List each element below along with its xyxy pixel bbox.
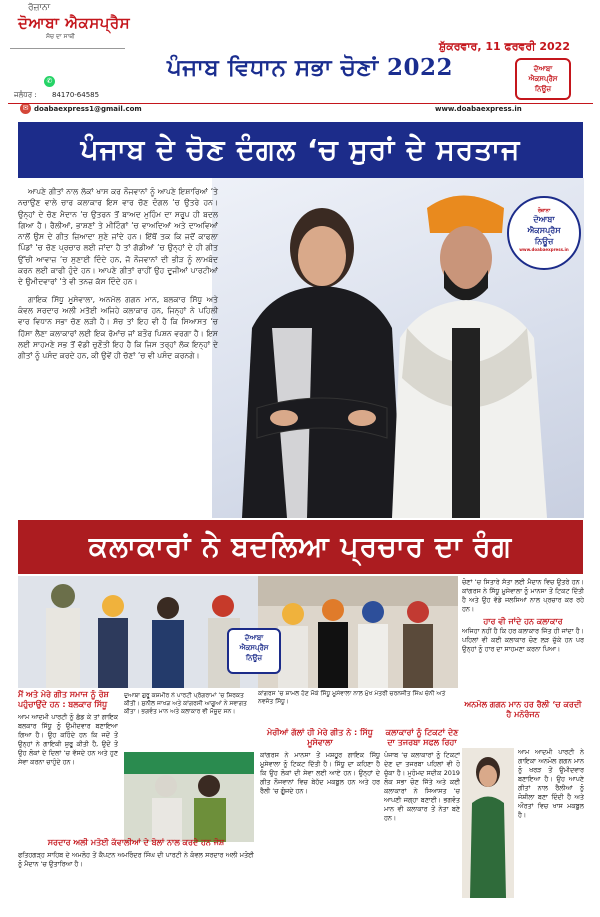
section-headline: ਕਲਾਕਾਰਾਂ ਨੇ ਬਦਲਿਆ ਪ੍ਰਚਾਰ ਦਾ ਰੰਗ (18, 520, 583, 574)
candidates-body: ਪੰਜਾਬ ‘ਚ ਕਲਾਕਾਰਾਂ ਨੂੰ ਟਿਕਟਾਂ ਦੇਣ ਦਾ ਤਜਰਬਾ ਪਹਿਲਾਂ ਵੀ ਹੋ ਚੁੱਕਾ ਹੈ। ਮੁਹੰਮਦ ਸਦੀਕ 2019 ਲੋਕ ਸਭਾ ਚੋਣ ਜਿੱਤੇ ਅਤੇ ਕਈ ਕਲਾਕਾਰਾਂ ਨੇ ਸਿਆਸਤ ‘ਚ ਆਪਣੀ ਜਗ੍ਹਾ ਬਣਾਈ। ਭਗਵੰਤ ਮਾਨ ਵੀ ਕਲਾਕਾਰ ਤੋਂ ਨੇਤਾ ਬਣੇ ਹਨ। (384, 751, 460, 822)
photo-caption-text: ਦੁਆਬਾ ਗੁਰੂ ਕਸ਼ਮੀਰ ਨੇ ਪਾਰਟੀ ਪ੍ਰੋਗਰਾਮਾਂ ‘ਚ ਸ਼ਿਰਕਤ ਕੀਤੀ। ਸੁਨੀਲ ਜਾਖੜ ਅਤੇ ਕਾਂਗਰਸੀ ਆਗੂਆਂ ਨੇ ਸਵਾਗਤ ਕੀਤਾ। ਭਗਵੰਤ ਮਾਨ ਅਤੇ ਕਲਾਕਾਰ ਵੀ ਮੌਜੂਦ ਸਨ। (124, 692, 247, 715)
email-icon: ✉ (20, 103, 31, 114)
divider (8, 103, 593, 104)
whatsapp-icon: ✆ (44, 76, 55, 87)
anmol-body: ਆਮ ਆਦਮੀ ਪਾਰਟੀ ਨੇ ਗਾਇਕਾ ਅਨਮੋਲ ਗਗਨ ਮਾਨ ਨੂੰ ਖਰੜ ਤੋਂ ਉਮੀਦਵਾਰ ਬਣਾਇਆ ਹੈ। ਉਹ ਆਪਣੇ ਗੀਤਾਂ ਨਾਲ ਰੈਲੀਆਂ ਨੂੰ ਜੋਸ਼ੀਲਾ ਬਣਾ ਦਿੰਦੀ ਹੈ ਅਤੇ ਔਰਤਾਂ ਵਿਚ ਖਾਸ ਮਕਬੂਲ ਹੈ। (518, 748, 584, 819)
balkar-photo (18, 576, 258, 688)
balkar-heading: ਮੈਂ ਅਤੇ ਮੇਰੇ ਗੀਤ ਸਮਾਜ ਨੂੰ ਰੋਸ਼ ਪਹੁੰਚਾਉਂਦੇ ਹਨ : ਬਲਕਾਰ ਸਿੱਧੂ (18, 690, 109, 709)
anmol-photo (462, 748, 514, 898)
kanwal-body: ਫਤਿਹਗੜ੍ਹ ਸਾਹਿਬ ਦੇ ਅਮਲੋਹ ਤੋਂ ਕੈਪਟਨ ਅਮਰਿੰਦਰ ਸਿੰਘ ਦੀ ਪਾਰਟੀ ਨੇ ਕੰਵਲ ਸਰਦਾਰ ਅਲੀ ਮਤੋਈ ਨੂੰ ਮੈਦਾਨ ‘ਚ ਉਤਾਰਿਆ ਹੈ। (18, 851, 254, 868)
paper-kicker: ਰੋਜ਼ਾਨਾ (28, 3, 51, 13)
right-column (462, 578, 584, 698)
divider (10, 48, 125, 49)
sidhu-caption-text: ਕਾਂਗਰਸ ‘ਚ ਸ਼ਾਮਲ ਹੋਣ ਮੌਕੇ ਸਿੱਧੂ ਮੂਸੇਵਾਲਾ ਨਾਲ ਮੁੱਖ ਮੰਤਰੀ ਚਰਨਜੀਤ ਸਿੰਘ ਚੰਨੀ ਅਤੇ ਨਵਜੋਤ ਸਿੱਧੂ। (258, 690, 446, 705)
candidates-story (384, 728, 460, 898)
photo-logo-line3: ਨਿਊਜ਼ (534, 237, 554, 246)
balkar-body: ਆਮ ਆਦਮੀ ਪਾਰਟੀ ਨੂੰ ਛੱਡ ਕੇ ਤਾਂ ਗਾਇਕ ਬਲਕਾਰ ਸਿੱਧੂ ਨੂੰ ਉਮੀਦਵਾਰ ਬਣਾਇਆ ਗਿਆ ਹੈ। ਉਹ ਕਹਿੰਦੇ ਹਨ ਕਿ ਜਦੋਂ ਤੋਂ ਉਨ੍ਹਾਂ ਨੇ ਗਾਇਕੀ ਸ਼ੁਰੂ ਕੀਤੀ ਹੈ, ਉਦੋਂ ਤੋਂ ਉਹ ਲੋਕਾਂ ਦੇ ਦਿਲਾਂ ‘ਚ ਵੱਸਦੇ ਹਨ ਅਤੇ ਹੁਣ ਸੇਵਾ ਕਰਨਾ ਚਾਹੁੰਦੇ ਹਨ। (18, 713, 118, 766)
phone-label: ਜਲੰਧਰ : (14, 91, 37, 99)
photo-caption (124, 692, 252, 752)
lead-photo (212, 178, 584, 518)
paper-logo: ਦੋਆਬਾ ਐਕਸਪ੍ਰੈਸ (18, 14, 131, 32)
email-address[interactable]: doabaexpress1@gmail.com (34, 105, 142, 113)
right-intro: ਚੋਣਾਂ ‘ਚ ਸਿਤਾਰੇ ਸੱਤਾ ਲਈ ਮੈਦਾਨ ਵਿਚ ਉਤਰੇ ਹਨ। ਕਾਂਗਰਸ ਨੇ ਸਿੱਧੂ ਮੂਸੇਵਾਲਾ ਨੂੰ ਮਾਨਸਾ ਤੋਂ ਟਿਕਟ ਦਿੱਤੀ ਹੈ ਅਤੇ ਉਹ ਵੱਡੇ ਜਲਸਿਆਂ ਨਾਲ ਪ੍ਰਚਾਰ ਕਰ ਰਹੇ ਹਨ। (462, 578, 584, 613)
sidhu-body: ਕਾਂਗਰਸ ਨੇ ਮਾਨਸਾ ਤੋਂ ਮਸ਼ਹੂਰ ਗਾਇਕ ਸਿੱਧੂ ਮੂਸੇਵਾਲਾ ਨੂੰ ਟਿਕਟ ਦਿੱਤੀ ਹੈ। ਸਿੱਧੂ ਦਾ ਕਹਿਣਾ ਹੈ ਕਿ ਉਹ ਲੋਕਾਂ ਦੀ ਸੇਵਾ ਲਈ ਆਏ ਹਨ। ਉਨ੍ਹਾਂ ਦੇ ਗੀਤ ਨੌਜਵਾਨਾਂ ਵਿਚ ਬੇਹੱਦ ਮਕਬੂਲ ਹਨ ਅਤੇ ਹਰ ਰੈਲੀ ‘ਚ ਗੂੰਜਦੇ ਹਨ। (260, 751, 380, 795)
paper-tagline: ਸੱਚ ਦਾ ਸਾਥੀ (46, 33, 75, 40)
photo-logo-line2: ਐਕਸਪ੍ਰੈਸ (527, 226, 561, 235)
anmol-heading: ਅਨਮੋਲ ਗਗਨ ਮਾਨ ਹਰ ਰੈਲੀ ‘ਚ ਕਰਦੀ ਹੈ ਮਨੋਰੰਜਨ (464, 700, 582, 719)
badge-line3: ਨਿਊਜ਼ (534, 85, 552, 93)
sidhu-caption (258, 690, 458, 730)
lead-article (18, 186, 218, 518)
inline-logo (227, 628, 281, 674)
anmol-story (518, 748, 584, 898)
issue-date: ਸ਼ੁੱਕਰਵਾਰ, 11 ਫਰਵਰੀ 2022 (438, 40, 570, 53)
inline-logo-line1: ਦੋਆਬਾ (244, 634, 264, 642)
photo-logo-url: www.doabaexpress.in (519, 247, 569, 252)
lead-paragraph: ਗਾਇਕ ਸਿੱਧੂ ਮੂਸੇਵਾਲਾ, ਅਨਮੋਲ ਗਗਨ ਮਾਨ, ਬਲਕਾਰ ਸਿੱਧੂ ਅਤੇ ਕੰਵਲ ਸਰਦਾਰ ਅਲੀ ਮਤੋਈ ਅਜਿਹੇ ਕਲਾਕਾਰ ਹਨ, ਜਿਨ੍ਹਾਂ ਨੇ ਪਹਿਲੀ ਵਾਰ ਵਿਧਾਨ ਸਭਾ ਚੋਣ ਲੜੀ ਹੈ। ਸੱਚ ਤਾਂ ਇਹ ਵੀ ਹੈ ਕਿ ਸਿਆਸਤ ‘ਚ ਹਿੱਸਾ ਲੈਣਾ ਕਲਾਕਾਰਾਂ ਲਈ ਇਕ ਰੋਮਾਂਚ ਜਾਂ ਬਤੌਰ ਪਿਸ਼ਨ ਵਰਗਾ ਹੈ। ਇਸ ਲਈ ਸਾਹਮਣੇ ਸਭ ਤੋਂ ਵੱਡੀ ਚੁਣੌਤੀ ਇਹ ਹੈ ਕਿ ਜਿਸ ਤਰ੍ਹਾਂ ਲੋਕ ਇਨ੍ਹਾਂ ਦੇ ਗੀਤਾਂ ਨੂੰ ਪਸੰਦ ਕਰਦੇ ਹਨ, ਕੀ ਉਵੇਂ ਹੀ ਚੋਣਾਂ ‘ਚ ਵੀ ਪਸੰਦ ਕਰਨਗੇ। (18, 294, 218, 361)
lead-paragraph: ਆਪਣੇ ਗੀਤਾਂ ਨਾਲ ਲੋਕਾਂ ਖਾਸ ਕਰ ਨੌਜਵਾਨਾਂ ਨੂੰ ਆਪਣੇ ਇਸ਼ਾਰਿਆਂ ‘ਤੇ ਨਚਾਉਣ ਵਾਲੇ ਚਾਰ ਕਲਾਕਾਰ ਇਸ ਵਾਰ ਚੋਣ ਦੰਗਲ ‘ਚ ਉਤਰੇ ਹਨ। ਉਨ੍ਹਾਂ ਦੇ ਚੋਣ ਮੈਦਾਨ ‘ਚ ਉਤਰਨ ਤੋਂ ਬਾਅਦ ਮੁਹਿੰਮ ਦਾ ਸਰੂਪ ਹੀ ਬਦਲ ਗਿਆ ਹੈ। ਰੈਲੀਆਂ, ਭਾਸ਼ਣਾਂ ਤੇ ਮੀਟਿੰਗਾਂ ‘ਚ ਵਾਅਦਿਆਂ ਅਤੇ ਦਾਅਵਿਆਂ ਨਾਲੋਂ ਉਸ ਦੇ ਗੀਤ ਜ਼ਿਆਦਾ ਸੁਣੇ ਜਾਂਦੇ ਹਨ। ਇੱਥੋਂ ਤਕ ਕਿ ਜਦੋਂ ਕਾਫਲਾ ਪਿੰਡਾਂ ‘ਚ ਚੋਣ ਪ੍ਰਚਾਰ ਲਈ ਜਾਂਦਾ ਹੈ ਤਾਂ ਗੱਡੀਆਂ ‘ਚ ਉਨ੍ਹਾਂ ਦੇ ਹੀ ਗੀਤ ਉੱਚੀ ਆਵਾਜ਼ ‘ਚ ਸੁਣਾਈ ਦਿੰਦੇ ਹਨ, ਜੋ ਨੌਜਵਾਨਾਂ ਦੀ ਭੀੜ ਨੂੰ ਲਾਮਬੰਦ ਕਰਨ ਲਈ ਕਾਫੀ ਹੁੰਦੇ ਹਨ। ਆਪਣੇ ਗੀਤਾਂ ਰਾਹੀਂ ਉਹ ਦੂਜੀਆਂ ਪਾਰਟੀਆਂ ਦੇ ਉਮੀਦਵਾਰਾਂ ‘ਤੇ ਵੀ ਤਨਜ਼ ਕੱਸ ਦਿੰਦੇ ਹਨ। (18, 187, 218, 287)
phone-number: 84170-64585 (52, 91, 100, 99)
sidhu-heading: ਮੇਰੀਆਂ ਗੱਲਾਂ ਹੀ ਮੇਰੇ ਗੀਤ ਨੇ : ਸਿੱਧੂ ਮੂਸੇਵਾਲਾ (267, 728, 373, 747)
badge-line1: ਦੋਆਬਾ (533, 65, 553, 73)
kanwal-story (18, 838, 254, 898)
sidhu-joining-photo (258, 576, 458, 688)
inline-logo-line3: ਨਿਊਜ਼ (245, 654, 263, 662)
photo-logo-line1: ਦੋਆਬਾ (533, 215, 555, 224)
right-body: ਅਜਿਹਾ ਨਹੀਂ ਹੈ ਕਿ ਹਰ ਕਲਾਕਾਰ ਜਿੱਤ ਹੀ ਜਾਂਦਾ ਹੈ। ਪਹਿਲਾਂ ਵੀ ਕਈ ਕਲਾਕਾਰ ਚੋਣ ਲੜ ਚੁੱਕੇ ਹਨ ਪਰ ਉਨ੍ਹਾਂ ਨੂੰ ਹਾਰ ਦਾ ਸਾਹਮਣਾ ਕਰਨਾ ਪਿਆ। (462, 627, 584, 653)
sidhu-story (260, 728, 380, 898)
main-headline: ਪੰਜਾਬ ਦੇ ਚੋਣ ਦੰਗਲ ‘ਚ ਸੁਰਾਂ ਦੇ ਸਰਤਾਜ (18, 122, 583, 178)
right-subheading: ਹਾਰ ਵੀ ਜਾਂਦੇ ਹਨ ਕਲਾਕਾਰ (483, 617, 563, 626)
news-badge (515, 58, 571, 100)
banner-title: ਪੰਜਾਬ ਵਿਧਾਨ ਸਭਾ ਚੋਣਾਂ 2022 (166, 54, 454, 81)
captain-photo (124, 752, 254, 842)
candidates-heading: ਕਲਾਕਾਰਾਂ ਨੂੰ ਟਿਕਟਾਂ ਦੇਣ ਦਾ ਤਜਰਬਾ ਸਫਲ ਰਿਹਾ (385, 728, 459, 747)
website-link[interactable]: www.doabaexpress.in (435, 105, 522, 113)
photo-logo-top: ਰੋਜ਼ਾਨਾ (537, 208, 551, 214)
badge-line2: ਐਕਸਪ੍ਰੈਸ (528, 75, 558, 83)
photo-logo (516, 208, 572, 252)
inline-logo-line2: ਐਕਸਪ੍ਰੈਸ (239, 644, 269, 652)
masthead (0, 0, 600, 118)
anmol-heading-box (462, 700, 584, 744)
balkar-story (18, 690, 118, 834)
kanwal-heading: ਸਰਦਾਰ ਅਲੀ ਮਤੋਈ ਕੱਵਾਲੀਆਂ ਦੇ ਬੋਲਾਂ ਨਾਲ ਕਰਦੇ ਹਨ ਜੋਸ਼ (47, 838, 225, 847)
